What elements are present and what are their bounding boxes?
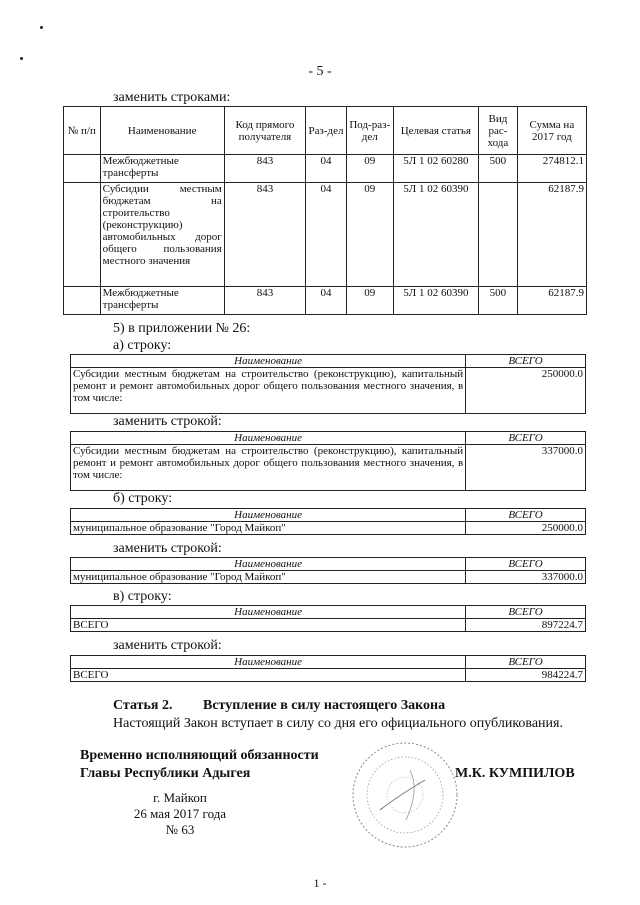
header-sum: Сумма на 2017 год xyxy=(517,107,586,155)
subsidy-name: Субсидии местным бюджетам на строительство (реконструкцию), капитальный ремонт и ремонт автомобильных дорог общего пользования местного значения, в том числе: xyxy=(71,445,466,491)
col-total-header: ВСЕГО xyxy=(466,432,586,445)
total-name: ВСЕГО xyxy=(71,619,466,632)
footer-mark: 1 - xyxy=(313,876,327,890)
row-type: 500 xyxy=(479,155,518,183)
row-type: 500 xyxy=(479,287,518,315)
header-subsection: Под-раз-дел xyxy=(346,107,393,155)
article-title: Вступление в силу настоящего Закона xyxy=(203,698,446,713)
subsidy-value: 250000.0 xyxy=(466,368,586,414)
total-name: ВСЕГО xyxy=(71,669,466,682)
item-a-old-table xyxy=(70,354,586,414)
row-target: 5Л 1 02 60390 xyxy=(393,287,478,315)
row-section: 04 xyxy=(306,287,347,315)
row-sum: 62187.9 xyxy=(517,287,586,315)
table-row xyxy=(64,287,587,315)
row-num xyxy=(64,155,101,183)
row-code: 843 xyxy=(224,155,305,183)
col-name-header: Наименование xyxy=(71,606,466,619)
article-number: Статья 2. xyxy=(113,698,173,713)
replace-label: заменить строкой: xyxy=(113,414,222,429)
col-name-header: Наименование xyxy=(71,558,466,571)
table-row xyxy=(64,155,587,183)
official-stamp xyxy=(350,740,460,850)
col-name-header: Наименование xyxy=(71,355,466,368)
row-num xyxy=(64,287,101,315)
municipality-name: муниципальное образование "Город Майкоп" xyxy=(71,522,466,535)
budget-table xyxy=(63,106,587,315)
appendix-label: 5) в приложении № 26: xyxy=(113,321,251,336)
item-c-new-table xyxy=(70,655,586,682)
col-total-header: ВСЕГО xyxy=(466,558,586,571)
row-subsection: 09 xyxy=(346,287,393,315)
row-sum: 274812.1 xyxy=(517,155,586,183)
item-a-new-table xyxy=(70,431,586,491)
row-code: 843 xyxy=(224,183,305,287)
col-name-header: Наименование xyxy=(71,432,466,445)
header-code: Код прямого получателя xyxy=(224,107,305,155)
item-c-old-table xyxy=(70,605,586,632)
col-total-header: ВСЕГО xyxy=(466,509,586,522)
row-sum: 62187.9 xyxy=(517,183,586,287)
row-section: 04 xyxy=(306,155,347,183)
row-name: Межбюджетные трансферты xyxy=(100,287,224,315)
row-num xyxy=(64,183,101,287)
row-section: 04 xyxy=(306,183,347,287)
row-name: Межбюджетные трансферты xyxy=(100,155,224,183)
table-header-row xyxy=(64,107,587,155)
row-target: 5Л 1 02 60390 xyxy=(393,183,478,287)
col-name-header: Наименование xyxy=(71,509,466,522)
table-row xyxy=(64,183,587,287)
item-b-label: б) строку: xyxy=(113,491,173,506)
municipality-name: муниципальное образование "Город Майкоп" xyxy=(71,571,466,584)
subsidy-name: Субсидии местным бюджетам на строительство (реконструкцию), капитальный ремонт и ремонт автомобильных дорог общего пользования местного значения, в том числе: xyxy=(71,368,466,414)
row-target: 5Л 1 02 60280 xyxy=(393,155,478,183)
signer-name: М.К. КУМПИЛОВ xyxy=(455,766,575,781)
municipality-value: 337000.0 xyxy=(466,571,586,584)
col-total-header: ВСЕГО xyxy=(466,606,586,619)
replace-label: заменить строкой: xyxy=(113,541,222,556)
scan-speck xyxy=(20,57,23,60)
signature-position: Временно исполняющий обязанности xyxy=(80,748,319,763)
subsidy-value: 337000.0 xyxy=(466,445,586,491)
item-a-label: а) строку: xyxy=(113,338,172,353)
item-c-label: в) строку: xyxy=(113,589,172,604)
header-section: Раз-дел xyxy=(306,107,347,155)
header-target: Целевая статья xyxy=(393,107,478,155)
row-subsection: 09 xyxy=(346,155,393,183)
city: г. Майкоп xyxy=(153,790,207,805)
total-value: 984224.7 xyxy=(466,669,586,682)
header-name: Наименование xyxy=(100,107,224,155)
date: 26 мая 2017 года xyxy=(133,806,227,821)
item-b-old-table xyxy=(70,508,586,535)
item-b-new-table xyxy=(70,557,586,584)
header-num: № п/п xyxy=(64,107,101,155)
row-subsection: 09 xyxy=(346,183,393,287)
signature-position-2: Главы Республики Адыгея xyxy=(80,766,251,781)
document-number: № 63 xyxy=(165,822,195,837)
row-name: Субсидии местным бюджетам на строительство (реконструкцию) автомобильных дорог общего пользования местного значения xyxy=(100,183,224,287)
row-type xyxy=(479,183,518,287)
scan-speck xyxy=(40,26,43,29)
header-type: Вид рас-хода xyxy=(479,107,518,155)
col-name-header: Наименование xyxy=(71,656,466,669)
replace-rows-label: заменить строками: xyxy=(113,90,231,105)
municipality-value: 250000.0 xyxy=(466,522,586,535)
col-total-header: ВСЕГО xyxy=(466,656,586,669)
col-total-header: ВСЕГО xyxy=(466,355,586,368)
total-value: 897224.7 xyxy=(466,619,586,632)
replace-label: заменить строкой: xyxy=(113,638,222,653)
row-code: 843 xyxy=(224,287,305,315)
article-text: Настоящий Закон вступает в силу со дня его официального опубликования. xyxy=(113,716,563,731)
page-number: - 5 - xyxy=(308,64,332,79)
